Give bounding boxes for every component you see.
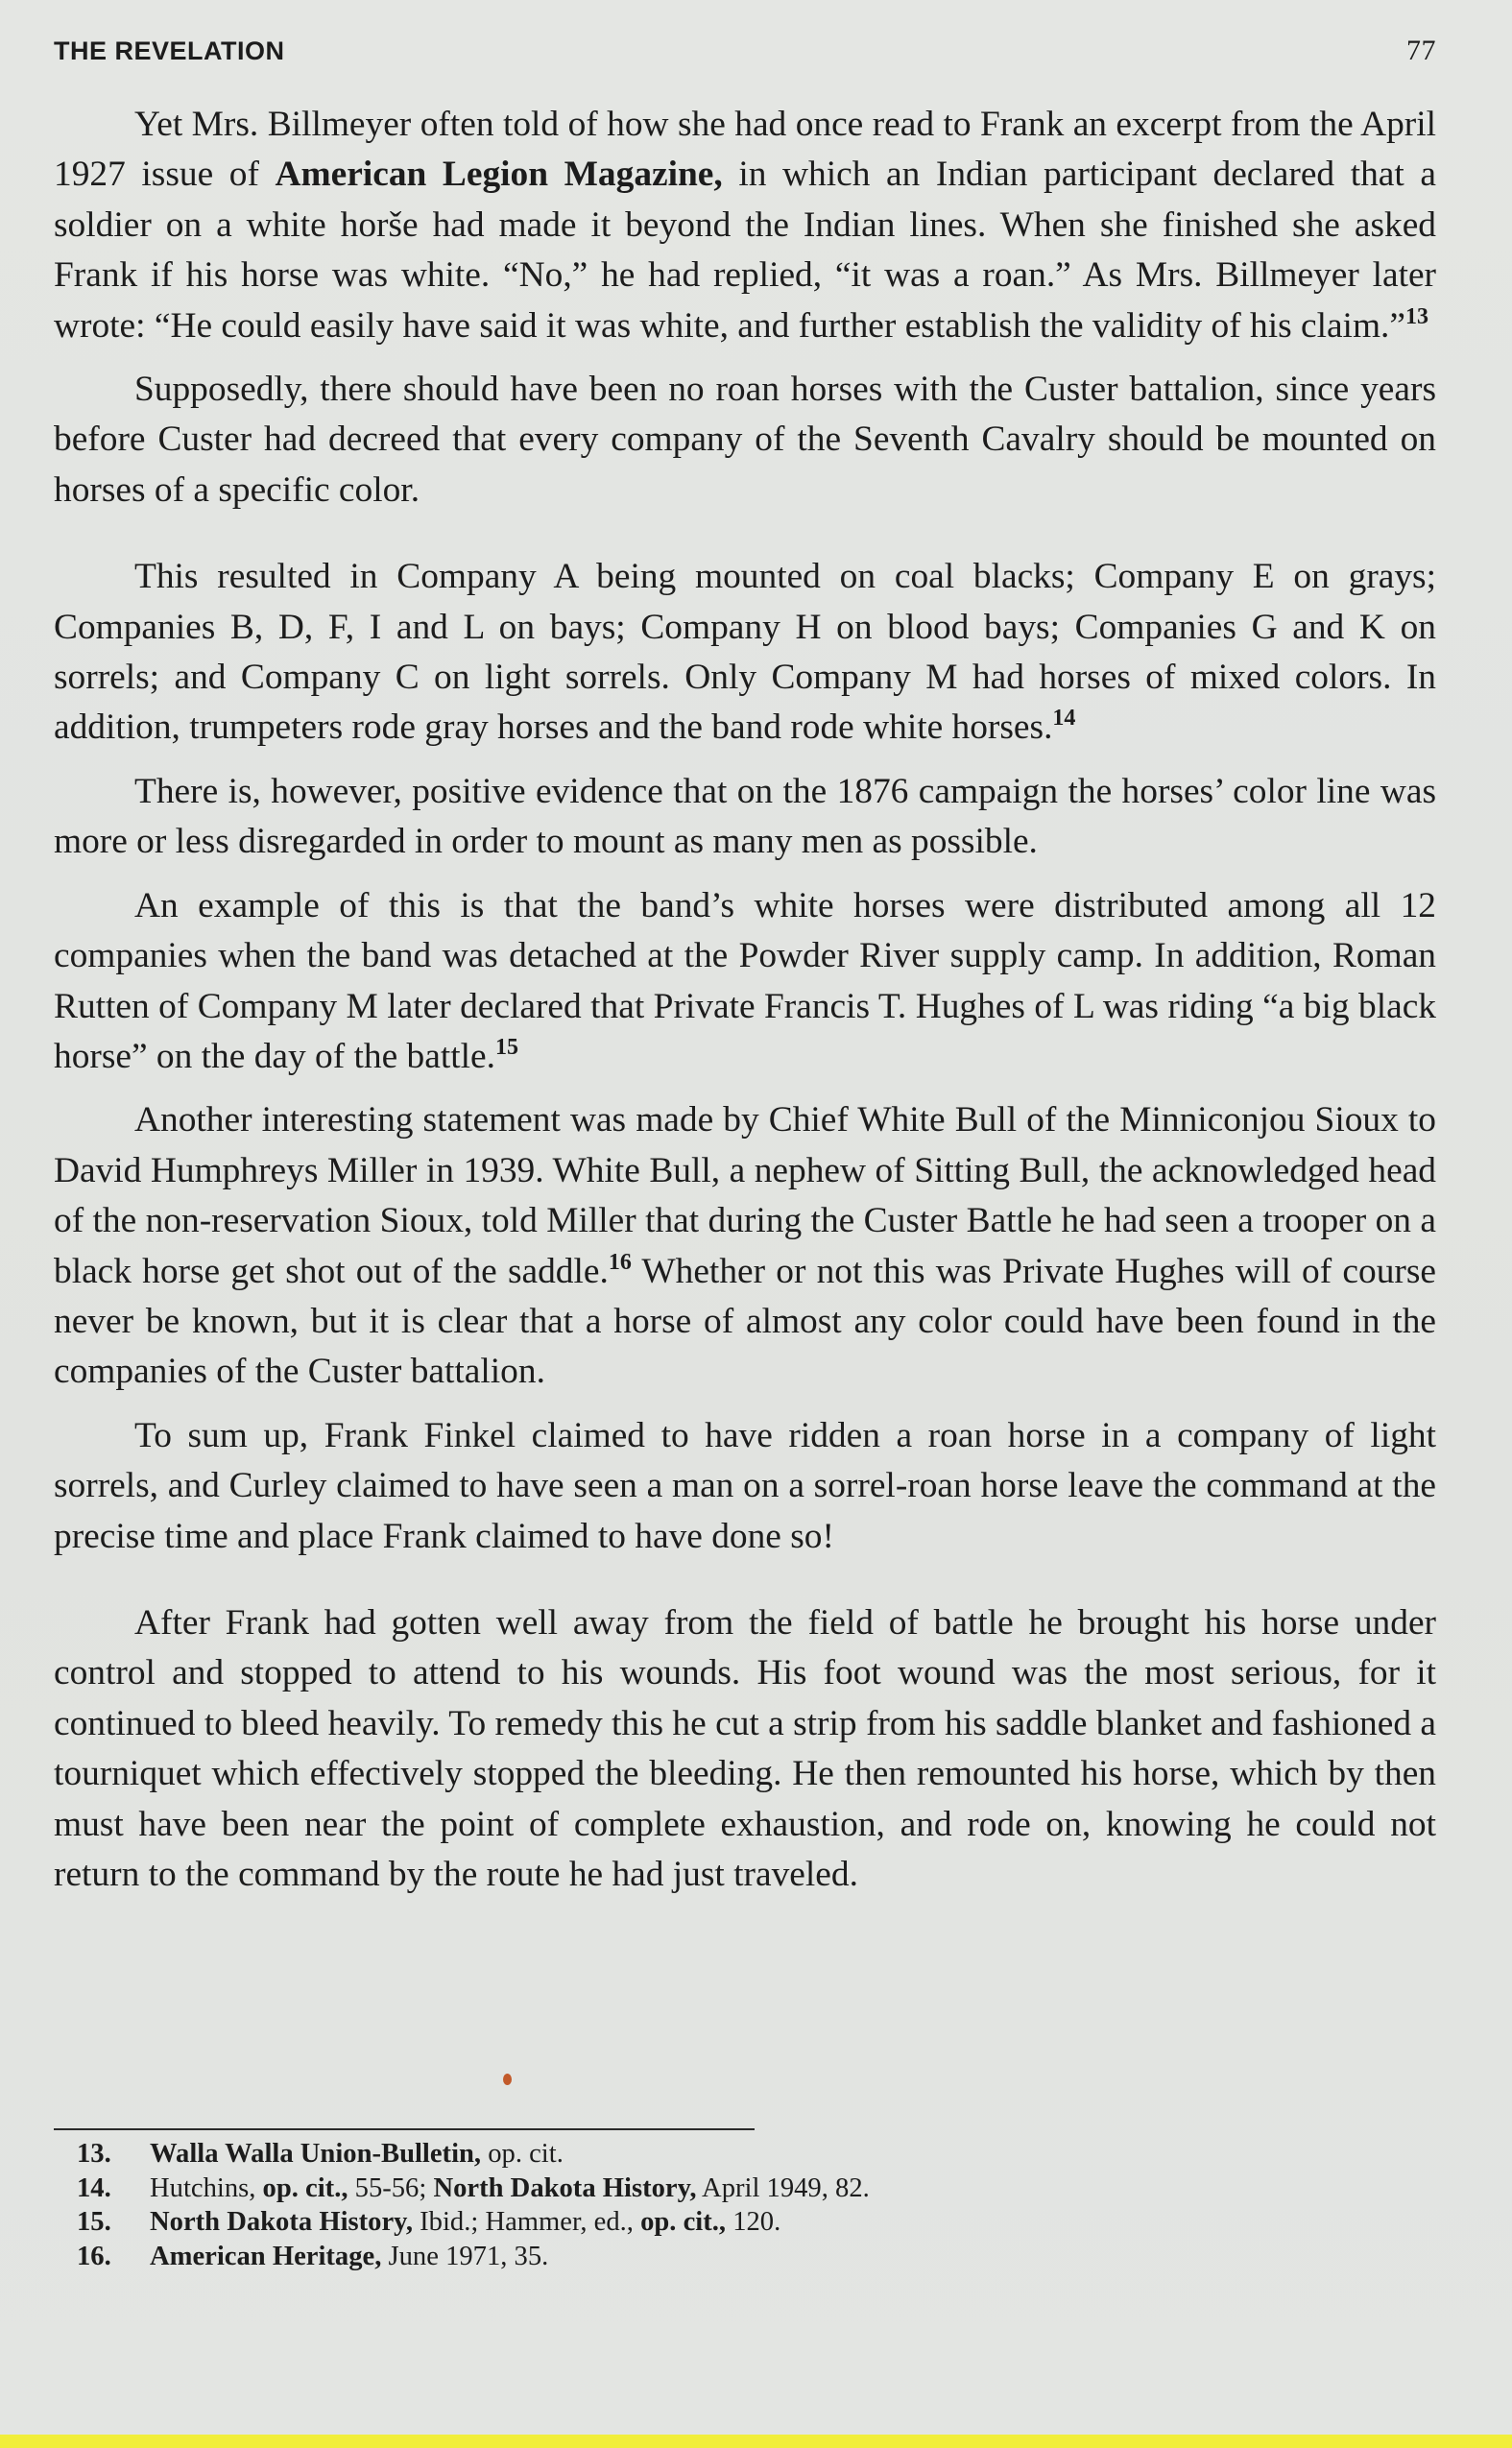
paragraph <box>54 881 1436 1083</box>
text-run: 120. <box>726 2207 781 2238</box>
paragraph <box>54 552 1436 754</box>
footnote-text <box>150 2137 564 2172</box>
footnote-rule <box>54 2128 755 2130</box>
text-run: Whether or not this was Private Hughes will of course never be known, but it is clear that a horse of almost any color could have been found in the companies of the Custer battalion. <box>54 1251 1436 1392</box>
footnote-text <box>150 2172 870 2206</box>
footnote-reference: 13 <box>1404 303 1428 329</box>
text-run: This resulted in Company A being mounted on coal blacks; Company E on grays; Companies B, D, F, I and L on bays; Company H on blood bays; Companies G and K on sorrels; and Company C on light sorrels. Only Company M had horses of mixed colors. In addition, trumpeters rode gray horses and the band rode white horses. <box>54 557 1436 748</box>
page-number: 77 <box>1406 35 1436 66</box>
text-run: After Frank had gotten well away from the field of battle he brought his horse under control and stopped to attend to his wounds. His foot wound was the most serious, for it continued to bleed heavily. To remedy this he cut a strip from his saddle blanket and fashioned a tourniquet which effectively stopped the bleeding. He then remounted his horse, which by then must have been near the point of complete exhaustion, and rode on, knowing he could not return to the command by the route he had just traveled. <box>54 1602 1436 1894</box>
footnote-reference: 16 <box>608 1249 632 1275</box>
text-run: There is, however, positive evidence that on the 1876 campaign the horses’ color line was more or less disregarded in order to mount as many men as possible. <box>54 771 1436 862</box>
text-run: Yet Mrs. Billmeyer often told of how she had once read to Frank an excerpt from the April 1927 issue of <box>54 105 1436 195</box>
text-run: Hutchins, <box>150 2172 263 2203</box>
footnote <box>77 2137 1325 2172</box>
text-run: in which an Indian participant declared that a soldier on a white horše had made it beyond the Indian lines. When she finished she asked Frank if his horse was white. “No,” he had replied, “it was a roan.” As Mrs. Billmeyer later wrote: “He could easily have said it was white, and further establish the validity of his claim.” <box>54 155 1436 346</box>
text-run: An example of this is that the band’s white horses were distributed among all 12 companies when the band was detached at the Powder River supply camp. In addition, Roman Rutten of Company M later declared that Private Francis T. Hughes of L was riding “a big black horse” on the day of the battle. <box>54 885 1436 1076</box>
footnote-reference: 14 <box>1052 706 1076 732</box>
footnote-reference: 15 <box>494 1034 518 1060</box>
footnote-text <box>150 2240 548 2274</box>
bold-title: North Dakota History, <box>150 2207 414 2238</box>
paragraph <box>54 100 1436 351</box>
bold-title: Walla Walla Union-Bulletin, <box>150 2139 482 2169</box>
footnote <box>77 2172 1325 2206</box>
footnotes <box>77 2137 1325 2273</box>
text-run: To sum up, Frank Finkel claimed to have ridden a roan horse in a company of light sorrels, and Curley claimed to have seen a man on a sorrel-roan horse leave the command at the precise time and place Frank claimed to have done so! <box>54 1415 1436 1556</box>
footnote-number: 15. <box>77 2207 111 2238</box>
footnote-number: 13. <box>77 2139 111 2169</box>
body-text <box>54 100 1436 1900</box>
ornament-dot <box>503 2074 512 2085</box>
bold-title: op. cit., <box>262 2172 348 2203</box>
running-head <box>54 35 1436 73</box>
text-run: 55-56; <box>348 2172 434 2203</box>
paragraph <box>54 365 1436 516</box>
footnote-number: 14. <box>77 2172 111 2203</box>
footnote <box>77 2240 1325 2274</box>
paragraph <box>54 1598 1436 1900</box>
footnote <box>77 2205 1325 2240</box>
bold-title: American Legion Magazine, <box>275 155 723 195</box>
footnote-text <box>150 2205 780 2240</box>
bold-title: op. cit., <box>640 2207 727 2238</box>
footnote-number: 16. <box>77 2241 111 2271</box>
text-run: op. cit. <box>481 2139 564 2169</box>
text-run: Ibid.; Hammer, ed., <box>413 2207 641 2238</box>
paragraph <box>54 1095 1436 1397</box>
text-run: April 1949, 82. <box>696 2172 870 2203</box>
text-run: Another interesting statement was made by Chief White Bull of the Minniconjou Sioux to David Humphreys Miller in 1939. White Bull, a nephew of Sitting Bull, the acknowledged head of the non-reservation Sioux, told Miller that during the Custer Battle he had seen a trooper on a black horse get shot out of the saddle. <box>54 1100 1436 1291</box>
bold-title: North Dakota History, <box>433 2172 697 2203</box>
paragraph <box>54 1411 1436 1562</box>
text-run: Supposedly, there should have been no roan horses with the Custer battalion, since years before Custer had decreed that every company of the Seventh Cavalry should be mounted on horses of a specific color. <box>54 370 1436 510</box>
text-run: June 1971, 35. <box>381 2241 549 2271</box>
page-bottom-edge <box>0 2435 1512 2448</box>
paragraph <box>54 767 1436 868</box>
bold-title: American Heritage, <box>150 2241 382 2271</box>
chapter-title: THE REVELATION <box>54 36 285 65</box>
